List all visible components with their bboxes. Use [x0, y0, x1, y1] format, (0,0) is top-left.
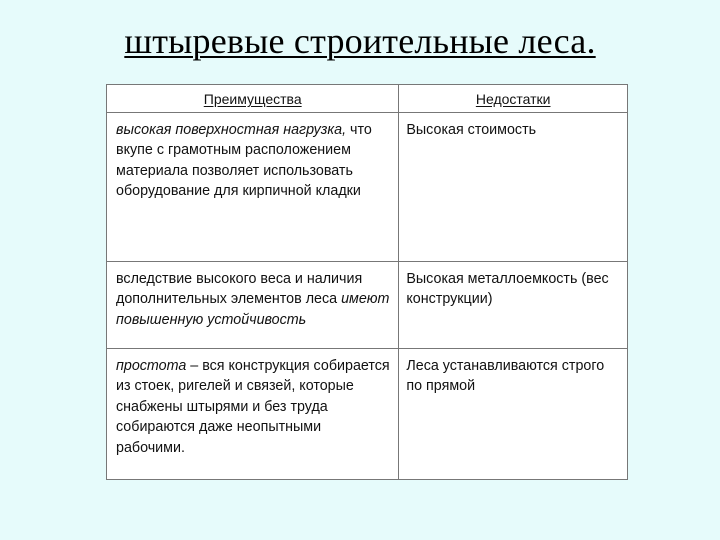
table-header-row — [107, 85, 628, 113]
advantage-text: вследствие высокого веса и наличия дополнительных элементов леса — [116, 270, 363, 307]
table-row — [107, 348, 628, 479]
advantage-emphasis: высокая поверхностная нагрузка, — [116, 121, 347, 138]
table-row — [107, 261, 628, 348]
disadvantage-cell: Высокая стоимость — [399, 112, 628, 261]
comparison-table — [106, 84, 628, 480]
advantage-text: что вкупе с грамотным расположением материала позволяет использовать оборудование для кирпичной кладки — [116, 121, 372, 199]
advantage-text: – вся конструкция собирается из стоек, ригелей и связей, которые снабжены штырями и без труда собираются даже неопытными рабочими. — [116, 357, 390, 456]
table-row — [107, 112, 628, 261]
advantage-cell — [107, 261, 399, 348]
slide-title: штыревые строительные леса. — [124, 21, 596, 61]
header-advantages: Преимущества — [107, 85, 399, 113]
advantage-cell — [107, 348, 399, 479]
disadvantage-cell: Леса устанавливаются строго по прямой — [399, 348, 628, 479]
advantage-emphasis: простота — [116, 357, 187, 374]
advantage-emphasis: имеют повышенную устойчивость — [116, 291, 390, 328]
header-disadvantages: Недостатки — [399, 85, 628, 113]
advantage-cell — [107, 112, 399, 261]
disadvantage-cell: Высокая металлоемкость (вес конструкции) — [399, 261, 628, 348]
